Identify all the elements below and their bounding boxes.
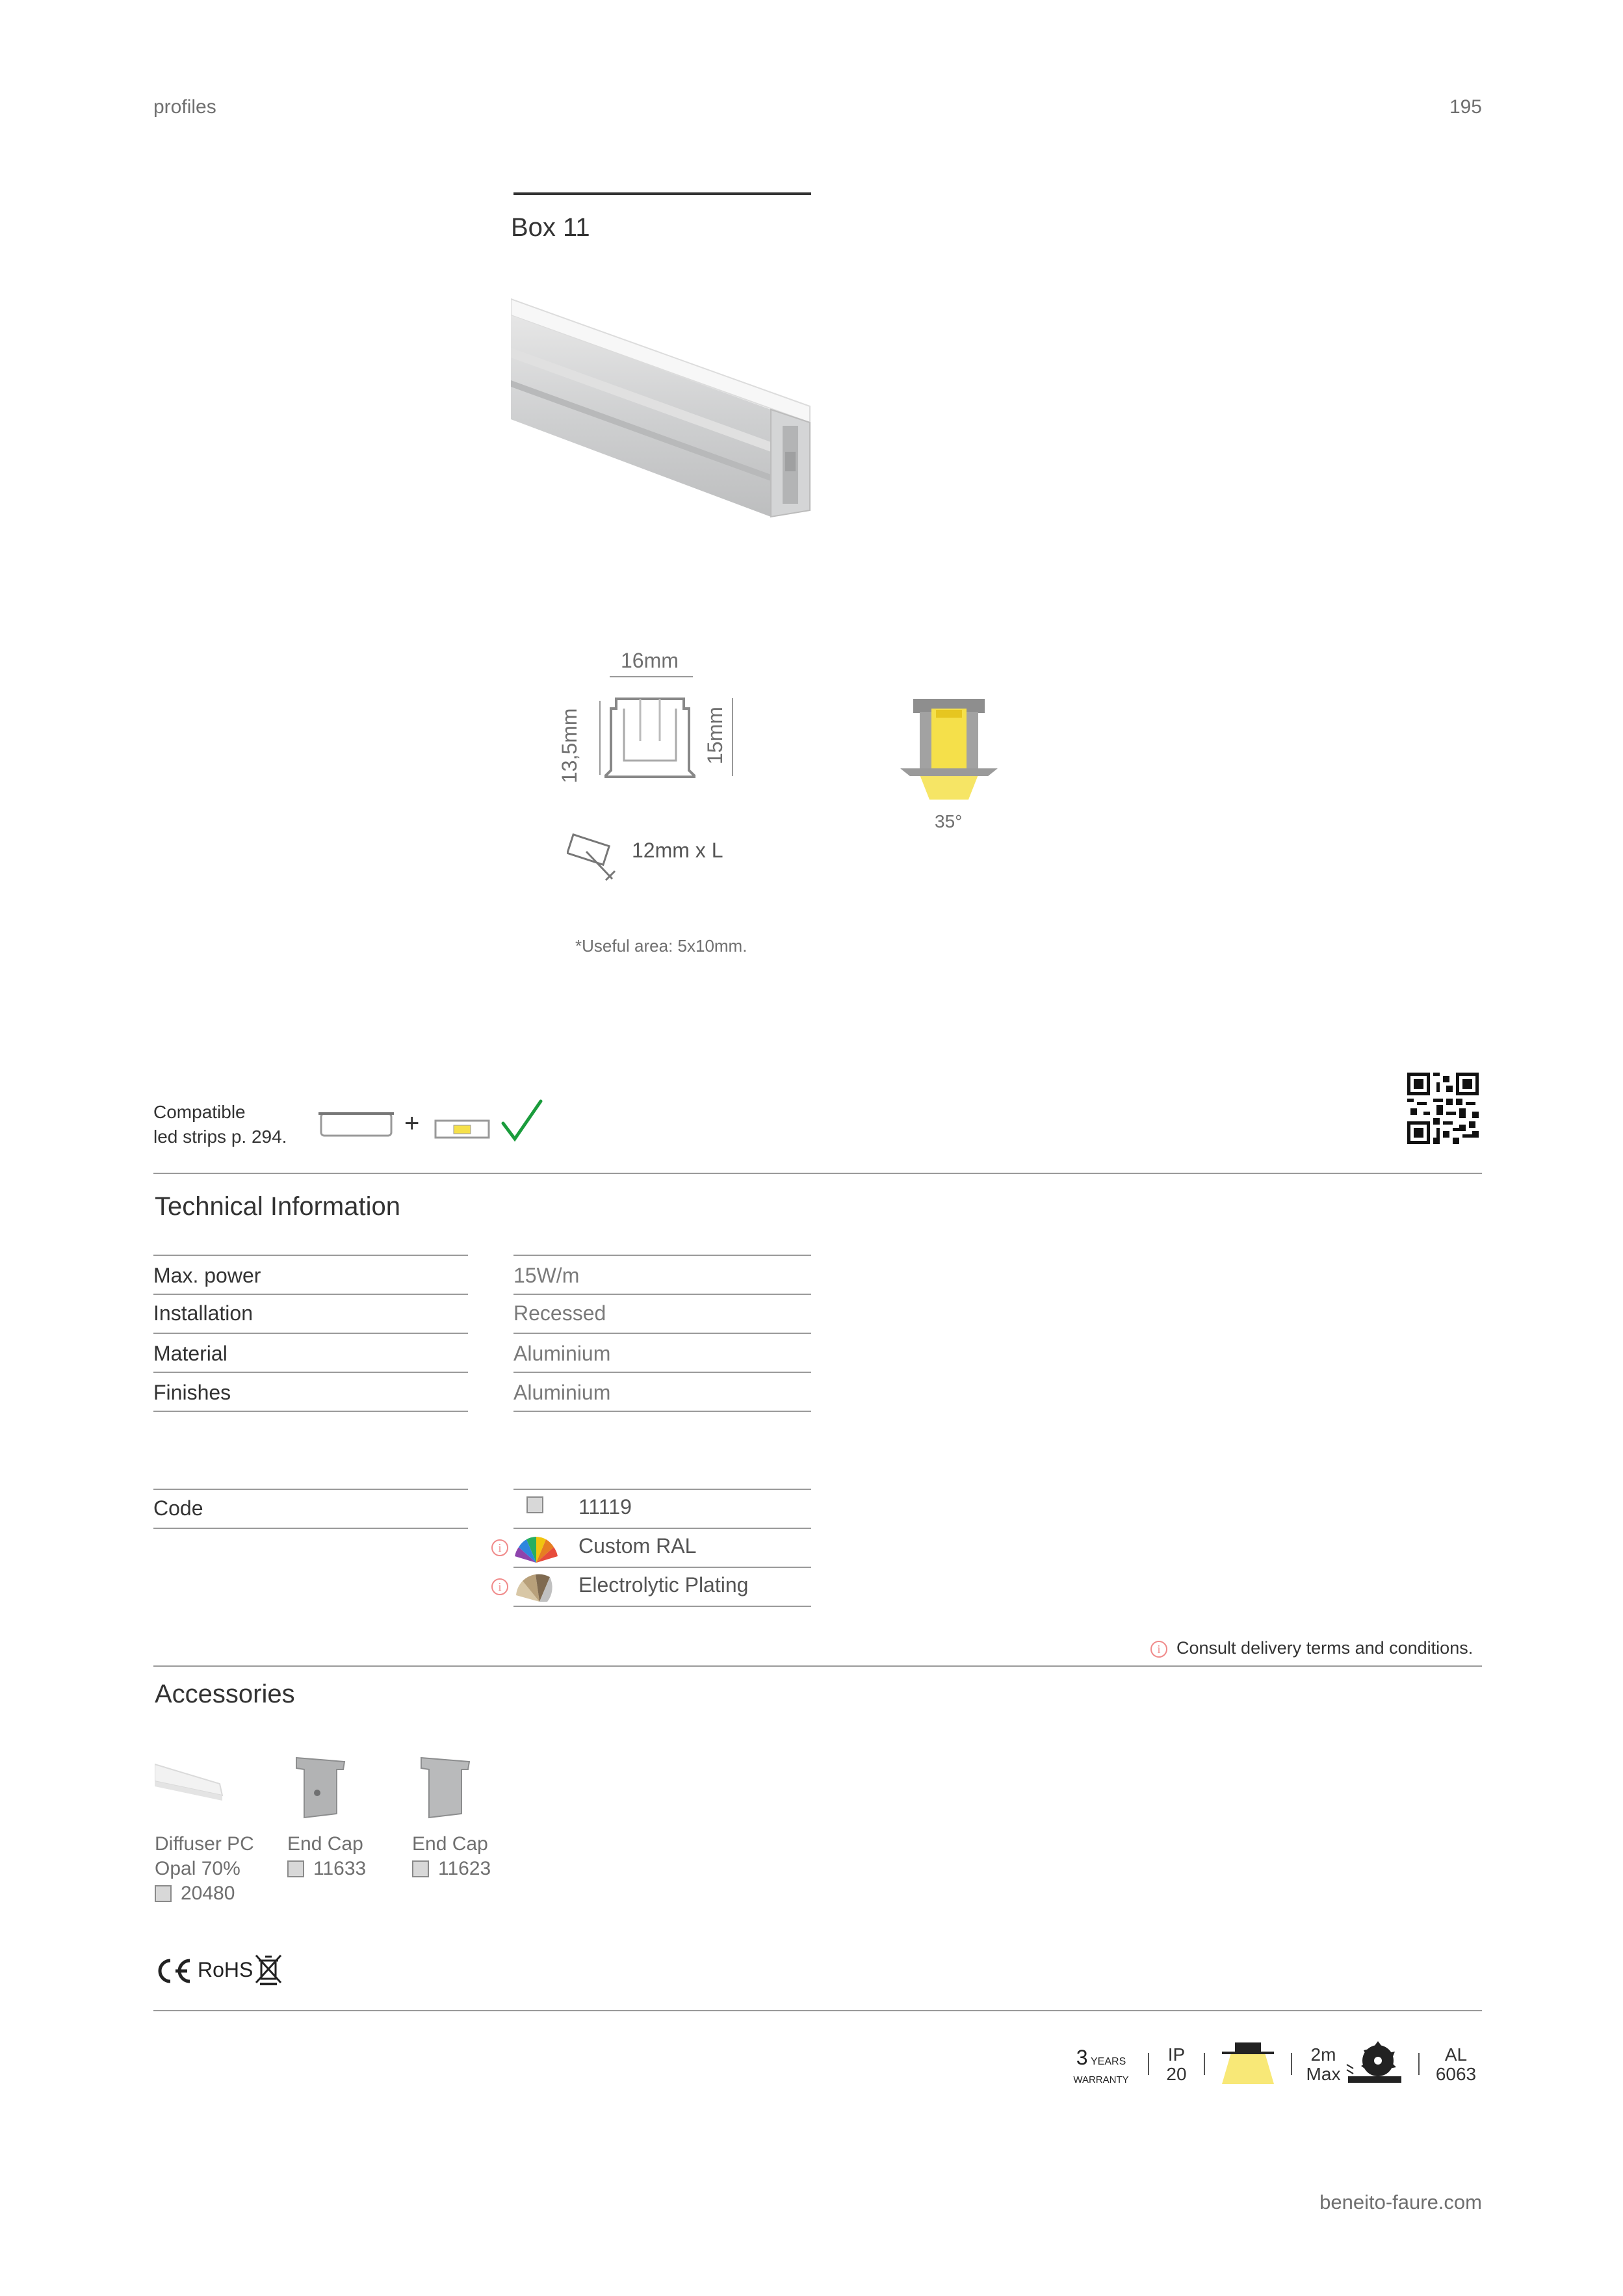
accessory-name: End Cap [287, 1833, 363, 1855]
beam-angle-label: 35° [935, 811, 963, 831]
section-label: profiles [153, 96, 216, 118]
tech-label-rule [153, 1294, 468, 1295]
accessory-code: 20480 [181, 1883, 235, 1904]
alloy-value: 6063 [1435, 2064, 1477, 2084]
tech-value-rule [513, 1333, 811, 1334]
height-right-line [732, 698, 733, 776]
compatible-line-1: Compatible [153, 1102, 246, 1122]
recessed-light-icon [1222, 2041, 1274, 2087]
spec-separator [1148, 2053, 1149, 2075]
accessory-diffuser [155, 1832, 254, 1906]
code-label-rule [153, 1489, 468, 1490]
width-dimension: 16mm [621, 649, 679, 672]
accessories-title: Accessories [155, 1680, 295, 1708]
end-cap-image [291, 1755, 350, 1820]
accessory-name: End Cap [412, 1833, 488, 1855]
weee-bin-icon [255, 1953, 282, 1987]
accessory-code-row [287, 1857, 366, 1881]
ip-value: 20 [1166, 2064, 1187, 2084]
accessory-name: Diffuser PC [155, 1833, 254, 1855]
led-strip-icon [434, 1118, 490, 1140]
diffuser-image [155, 1755, 226, 1814]
code-value-rule [513, 1567, 811, 1568]
tech-value-rule [513, 1411, 811, 1412]
product-profile-image [511, 296, 816, 523]
beam-angle-drawing [900, 696, 998, 800]
end-cap-image [416, 1755, 474, 1820]
spec-separator [1291, 2053, 1292, 2075]
code-value-electrolytic-plating: Electrolytic Plating [578, 1573, 749, 1597]
accessory-end-cap-11633 [287, 1832, 366, 1881]
length-label: Max [1306, 2064, 1341, 2084]
height-right-dimension: 15mm [703, 707, 727, 764]
alloy-grade [1430, 2045, 1482, 2084]
tech-value-rule [513, 1294, 811, 1295]
tech-label-rule [153, 1411, 468, 1412]
qr-code[interactable] [1407, 1073, 1479, 1144]
tech-value-finishes: Aluminium [513, 1381, 611, 1404]
info-icon[interactable]: i [491, 1578, 508, 1595]
tech-label-rule [153, 1333, 468, 1334]
accessory-code-row [412, 1857, 491, 1881]
accessory-code: 11623 [438, 1858, 491, 1879]
tech-value-max-power: 15W/m [513, 1264, 580, 1287]
height-left-dimension: 13,5mm [558, 708, 581, 783]
tech-label-rule [153, 1255, 468, 1256]
warranty-years: YEARS [1091, 2056, 1126, 2067]
tech-label-installation: Installation [153, 1301, 253, 1325]
website-link[interactable]: beneito-faure.com [1319, 2191, 1482, 2213]
section-divider [153, 2010, 1482, 2011]
cut-length-label: 12mm x L [632, 839, 723, 862]
code-value-rule [513, 1489, 811, 1490]
tech-value-rule [513, 1372, 811, 1373]
spec-separator [1204, 2053, 1205, 2075]
warranty-number: 3 [1076, 2046, 1088, 2069]
info-icon[interactable]: i [1150, 1641, 1167, 1658]
accessory-swatch-icon [412, 1860, 429, 1877]
compatible-line-2: led strips p. 294. [153, 1127, 287, 1147]
accessory-end-cap-11623 [412, 1832, 491, 1881]
max-length [1304, 2045, 1343, 2084]
color-fan-icon [513, 1534, 559, 1564]
spec-separator [1418, 2053, 1420, 2075]
delivery-terms-note: Consult delivery terms and conditions. [1176, 1638, 1474, 1658]
tech-label-material: Material [153, 1342, 227, 1365]
cut-length-icon [567, 833, 621, 885]
tech-value-material: Aluminium [513, 1342, 611, 1365]
useful-area-note: *Useful area: 5x10mm. [575, 936, 747, 956]
alloy-label: AL [1444, 2044, 1468, 2065]
accessory-code-row [155, 1881, 254, 1906]
tech-label-finishes: Finishes [153, 1381, 231, 1404]
code-value-11119: 11119 [578, 1495, 632, 1519]
page-number: 195 [1449, 96, 1482, 118]
code-label: Code [153, 1496, 203, 1520]
rohs-label: RoHS [198, 1958, 253, 1981]
info-icon[interactable]: i [491, 1539, 508, 1556]
ce-mark-icon [153, 1957, 194, 1985]
ip-rating [1162, 2045, 1191, 2084]
profile-icon [317, 1108, 395, 1141]
accessory-swatch-icon [155, 1885, 172, 1902]
tech-label-max-power: Max. power [153, 1264, 261, 1287]
code-value-custom-ral: Custom RAL [578, 1534, 697, 1558]
code-value-rule [513, 1528, 811, 1529]
plating-fan-icon [513, 1572, 559, 1603]
width-line [610, 676, 693, 677]
code-value-rule [513, 1606, 811, 1607]
height-left-line [599, 701, 601, 775]
plus-sign: + [404, 1109, 420, 1138]
warranty-badge [1066, 2046, 1136, 2087]
tech-label-rule [153, 1372, 468, 1373]
checkmark-icon [500, 1099, 543, 1144]
profile-section-drawing [604, 696, 695, 780]
section-divider [153, 1665, 1482, 1667]
tech-value-installation: Recessed [513, 1301, 606, 1325]
length-value: 2m [1310, 2044, 1336, 2065]
technical-title: Technical Information [155, 1192, 400, 1221]
accessory-code: 11633 [313, 1858, 367, 1879]
accessory-detail: Opal 70% [155, 1858, 240, 1879]
aluminium-swatch-icon [526, 1496, 543, 1513]
accessory-swatch-icon [287, 1860, 304, 1877]
compatible-strips-text [153, 1100, 287, 1149]
saw-blade-icon [1344, 2037, 1403, 2089]
tech-value-rule [513, 1255, 811, 1256]
ip-label: IP [1167, 2044, 1186, 2065]
code-label-rule [153, 1528, 468, 1529]
section-divider [153, 1173, 1482, 1174]
product-title: Box 11 [511, 213, 590, 242]
warranty-label: WARRANTY [1073, 2074, 1129, 2085]
title-rule [513, 192, 811, 195]
